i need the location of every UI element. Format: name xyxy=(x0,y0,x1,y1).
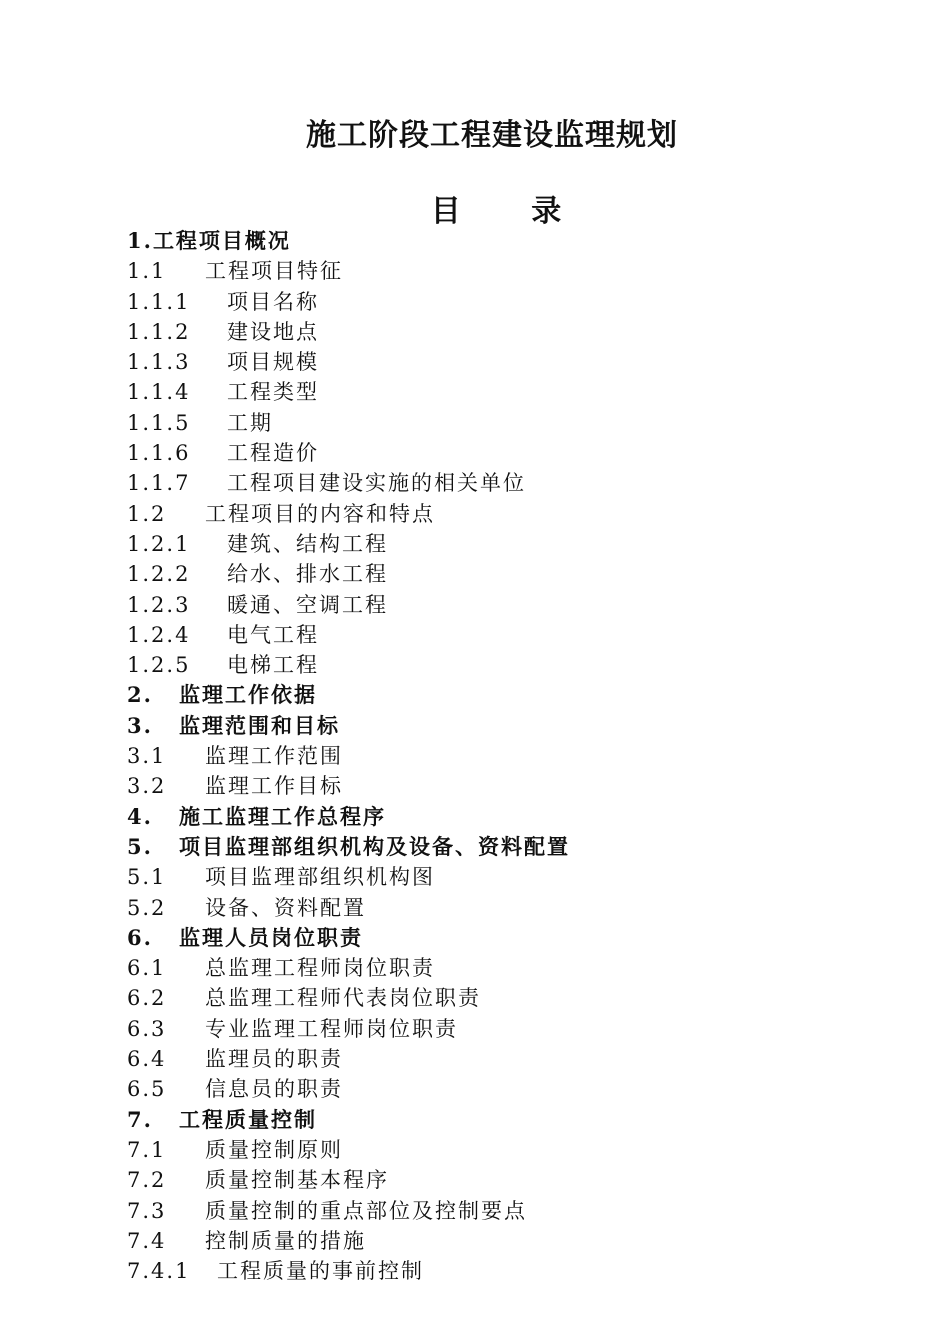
toc-entry xyxy=(127,529,907,559)
toc-entry xyxy=(127,832,907,862)
toc-entry xyxy=(127,1105,907,1135)
table-of-contents xyxy=(127,226,907,1286)
toc-entry-number: 6.5 xyxy=(127,1077,167,1102)
toc-entry-number: 1.1 xyxy=(127,259,167,284)
toc-entry xyxy=(127,377,907,407)
toc-entry-title: 暖通、空调工程 xyxy=(227,592,388,617)
toc-entry xyxy=(127,1044,907,1074)
toc-entry-title: 项目名称 xyxy=(227,289,319,314)
toc-entry-number: 6.3 xyxy=(127,1016,167,1041)
toc-entry xyxy=(127,953,907,983)
toc-entry xyxy=(127,1256,907,1286)
toc-entry-number: 7.4.1 xyxy=(127,1259,191,1284)
toc-entry-number: 1.1.3 xyxy=(127,350,191,375)
toc-entry-title: 质量控制原则 xyxy=(205,1137,343,1162)
toc-entry xyxy=(127,893,907,923)
toc-entry-title: 质量控制的重点部位及控制要点 xyxy=(205,1198,527,1223)
toc-entry xyxy=(127,923,907,953)
toc-entry-number: 1. xyxy=(127,228,153,253)
toc-entry-number: 4. xyxy=(127,803,153,829)
toc-entry-number: 5.2 xyxy=(127,895,167,920)
toc-entry-number: 3. xyxy=(127,712,153,738)
toc-entry-title: 总监理工程师代表岗位职责 xyxy=(205,986,481,1011)
toc-entry xyxy=(127,1196,907,1226)
toc-entry-title: 工程项目的内容和特点 xyxy=(205,501,435,526)
toc-entry-number: 1.1.4 xyxy=(127,380,191,405)
toc-entry-number: 5. xyxy=(127,833,153,859)
toc-entry-title: 项目监理部组织机构图 xyxy=(205,865,435,890)
toc-entry xyxy=(127,408,907,438)
toc-entry-title: 监理范围和目标 xyxy=(179,712,340,738)
toc-entry-number: 1.2.1 xyxy=(127,531,191,556)
toc-entry xyxy=(127,983,907,1013)
toc-entry-title: 总监理工程师岗位职责 xyxy=(205,956,435,981)
toc-entry-number: 1.2 xyxy=(127,501,167,526)
toc-entry-title: 电气工程 xyxy=(227,622,319,647)
toc-entry-number: 1.1.6 xyxy=(127,441,191,466)
toc-entry xyxy=(127,590,907,620)
toc-entry-number: 5.1 xyxy=(127,865,167,890)
toc-entry-title: 工程类型 xyxy=(227,380,319,405)
toc-entry-title: 质量控制基本程序 xyxy=(205,1168,389,1193)
toc-entry xyxy=(127,1135,907,1165)
toc-entry xyxy=(127,226,907,256)
toc-entry-title: 给水、排水工程 xyxy=(227,562,388,587)
toc-entry-title: 控制质量的措施 xyxy=(205,1228,366,1253)
toc-entry-title: 设备、资料配置 xyxy=(205,895,366,920)
toc-entry-number: 1.1.5 xyxy=(127,410,191,435)
toc-entry-title: 工期 xyxy=(227,410,273,435)
toc-entry-title: 项目规模 xyxy=(227,350,319,375)
toc-entry-number: 1.1.2 xyxy=(127,319,191,344)
toc-entry-title: 监理员的职责 xyxy=(205,1047,343,1072)
toc-entry-title: 工程质量的事前控制 xyxy=(217,1259,424,1284)
toc-entry xyxy=(127,499,907,529)
toc-entry-title: 建设地点 xyxy=(227,319,319,344)
toc-entry-title: 监理工作目标 xyxy=(205,774,343,799)
toc-entry-number: 6.1 xyxy=(127,956,167,981)
toc-entry-number: 7.3 xyxy=(127,1198,167,1223)
toc-entry-number: 6.4 xyxy=(127,1047,167,1072)
document-title: 施工阶段工程建设监理规划 xyxy=(306,118,678,153)
toc-entry-title: 建筑、结构工程 xyxy=(227,531,388,556)
toc-entry xyxy=(127,1226,907,1256)
toc-entry-title: 信息员的职责 xyxy=(205,1077,343,1102)
toc-entry-title: 监理人员岗位职责 xyxy=(179,924,363,950)
toc-entry-number: 1.2.3 xyxy=(127,592,191,617)
toc-entry-title: 工程项目特征 xyxy=(205,259,343,284)
toc-entry xyxy=(127,711,907,741)
toc-entry-number: 7.2 xyxy=(127,1168,167,1193)
toc-entry xyxy=(127,802,907,832)
toc-entry-number: 1.2.5 xyxy=(127,653,191,678)
toc-entry xyxy=(127,287,907,317)
toc-entry-number: 1.1.1 xyxy=(127,289,191,314)
toc-entry-number: 1.2.4 xyxy=(127,622,191,647)
toc-entry-title: 专业监理工程师岗位职责 xyxy=(205,1016,458,1041)
toc-entry xyxy=(127,347,907,377)
toc-entry xyxy=(127,1165,907,1195)
toc-entry-number: 7.4 xyxy=(127,1228,167,1253)
toc-entry-number: 3.1 xyxy=(127,744,167,769)
toc-entry-number: 3.2 xyxy=(127,774,167,799)
toc-entry xyxy=(127,771,907,801)
toc-entry xyxy=(127,1074,907,1104)
toc-entry xyxy=(127,1014,907,1044)
toc-entry xyxy=(127,741,907,771)
toc-entry-title: 工程项目概况 xyxy=(152,228,291,253)
toc-entry xyxy=(127,680,907,710)
toc-entry xyxy=(127,256,907,286)
toc-entry xyxy=(127,620,907,650)
toc-entry-title: 监理工作依据 xyxy=(179,682,317,708)
toc-entry xyxy=(127,650,907,680)
toc-entry xyxy=(127,559,907,589)
toc-entry xyxy=(127,438,907,468)
toc-heading: 目 录 xyxy=(430,194,562,229)
toc-entry-number: 1.2.2 xyxy=(127,562,191,587)
toc-entry xyxy=(127,468,907,498)
toc-entry xyxy=(127,317,907,347)
toc-entry-title: 工程质量控制 xyxy=(179,1106,317,1132)
toc-entry-number: 7.1 xyxy=(127,1137,167,1162)
toc-entry-number: 7. xyxy=(127,1106,153,1132)
toc-entry-title: 项目监理部组织机构及设备、资料配置 xyxy=(179,833,570,859)
toc-entry-title: 工程项目建设实施的相关单位 xyxy=(227,471,526,496)
toc-entry-number: 1.1.7 xyxy=(127,471,191,496)
toc-entry-title: 电梯工程 xyxy=(227,653,319,678)
toc-entry-title: 施工监理工作总程序 xyxy=(179,803,386,829)
toc-entry-title: 工程造价 xyxy=(227,441,319,466)
toc-entry xyxy=(127,862,907,892)
toc-entry-number: 6. xyxy=(127,924,153,950)
toc-entry-title: 监理工作范围 xyxy=(205,744,343,769)
toc-entry-number: 6.2 xyxy=(127,986,167,1011)
toc-entry-number: 2. xyxy=(127,682,153,708)
